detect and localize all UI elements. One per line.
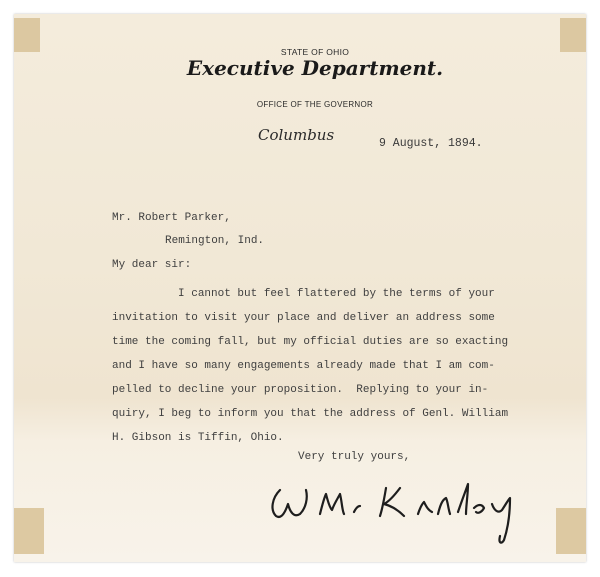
letter-date: 9 August, 1894. <box>379 137 483 150</box>
body-line: quiry, I beg to inform you that the address of Genl. William <box>112 408 509 420</box>
body-line: pelled to decline your proposition. Replying to your in- <box>112 384 489 396</box>
tape-bottom-right <box>556 508 586 554</box>
body-line: time the coming fall, but my official duties are so exacting <box>112 336 509 348</box>
letter-body <box>112 282 542 450</box>
body-line: and I have so many engagements already made that I am com- <box>112 360 495 372</box>
handwritten-signature <box>262 470 552 550</box>
letterhead-department: Executive Department. <box>186 56 444 80</box>
letterhead-city: Columbus <box>258 126 335 144</box>
body-line: H. Gibson is Tiffin, Ohio. <box>112 432 284 444</box>
body-line: I cannot but feel flattered by the terms of your <box>112 288 495 300</box>
letterhead-state: STATE OF OHIO <box>280 47 350 57</box>
letterhead-office: OFFICE OF THE GOVERNOR <box>256 100 374 109</box>
closing: Very truly yours, <box>298 451 411 463</box>
body-line: invitation to visit your place and deliver an address some <box>112 312 495 324</box>
recipient-location: Remington, Ind. <box>165 235 265 247</box>
tape-bottom-left <box>14 508 44 554</box>
recipient-name: Mr. Robert Parker, <box>112 212 231 224</box>
salutation: My dear sir: <box>112 259 192 271</box>
